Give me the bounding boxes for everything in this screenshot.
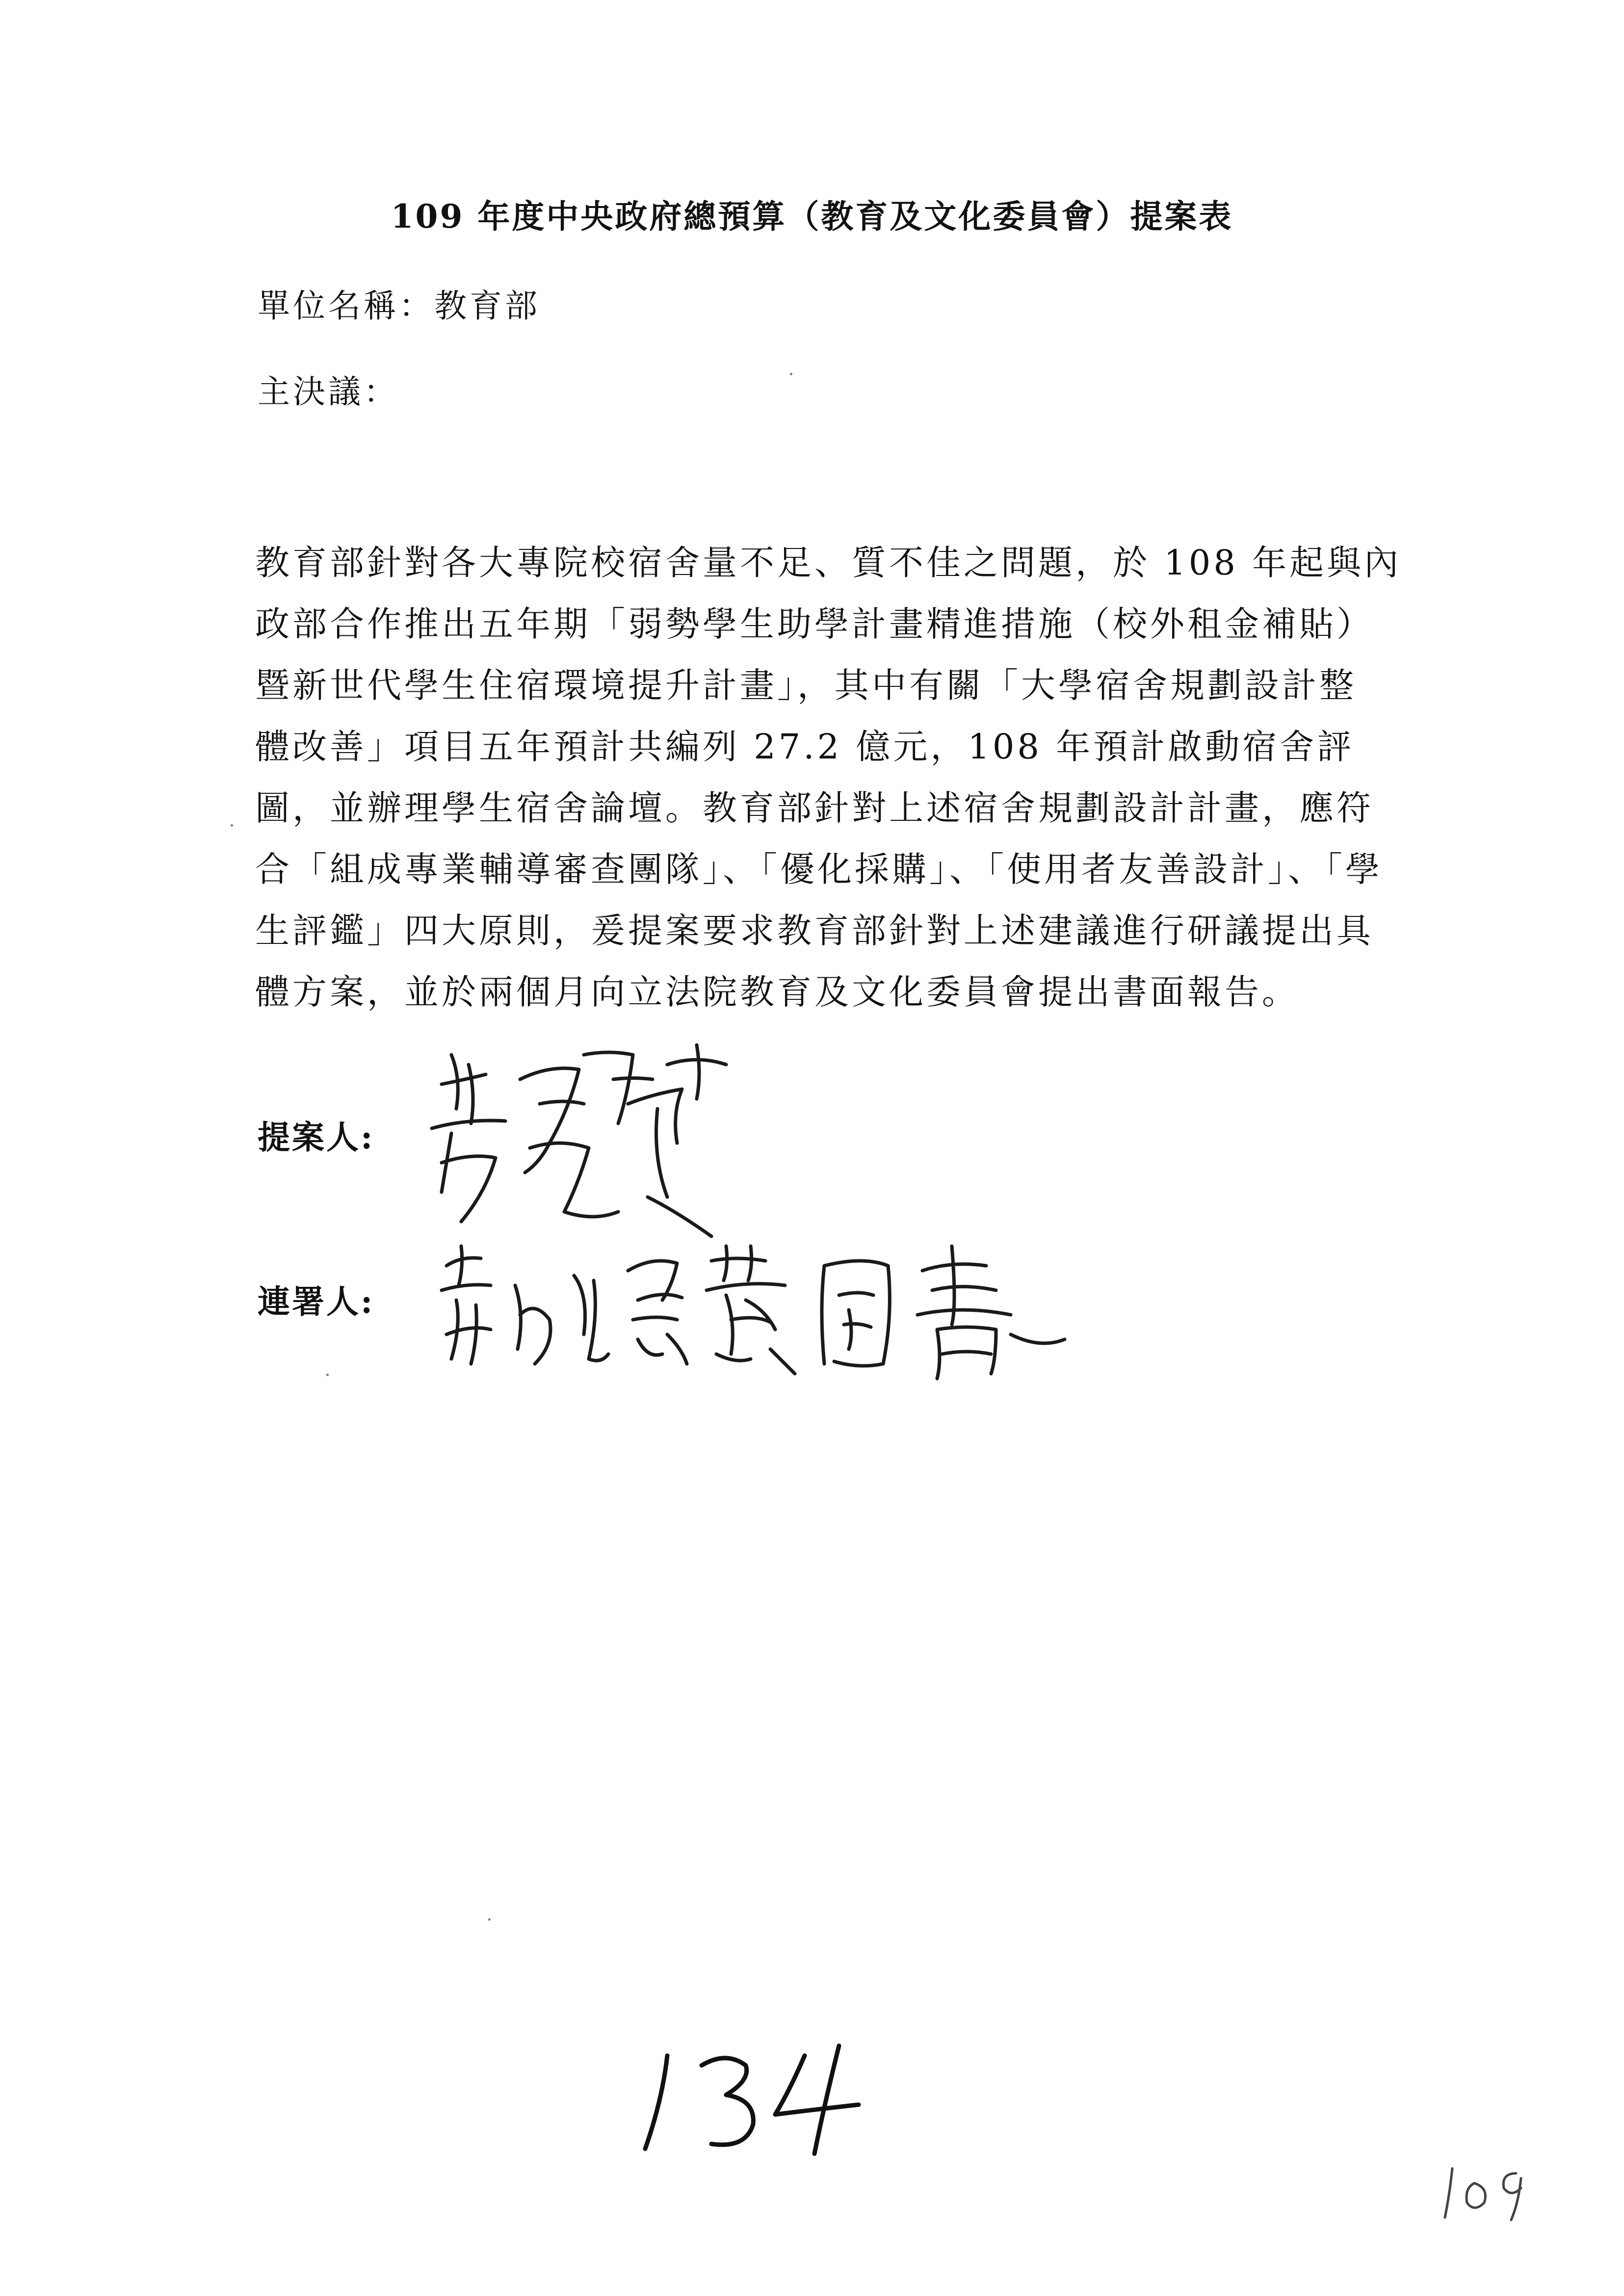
- body-line: 暨新世代學生住宿環境提升計畫」，其中有關「大學宿舍規劃設計整: [255, 665, 1357, 705]
- cosigner-signature: [432, 1236, 1079, 1383]
- scan-speck: [790, 373, 792, 375]
- body-line: 政部合作推出五年期「弱勢學生助學計畫精進措施（校外租金補貼）: [255, 604, 1374, 644]
- body-line: 體改善」項目五年預計共編列 27.2 億元，108 年預計啟動宿舍評: [255, 727, 1355, 767]
- proposal-body: [255, 532, 1433, 1023]
- body-line: 體方案，並於兩個月向立法院教育及文化委員會提出書面報告。: [255, 972, 1299, 1012]
- page-number-mark: [628, 2036, 893, 2159]
- unit-name: 單位名稱：教育部: [258, 287, 540, 325]
- body-line: 圖，並辦理學生宿舍論壇。教育部針對上述宿舍規劃設計計畫，應符: [255, 788, 1374, 828]
- body-line: 合「組成專業輔導審查團隊」、「優化採購」、「使用者友善設計」、「學: [255, 849, 1383, 889]
- scan-speck: [326, 1374, 329, 1376]
- cosigner-label: 連署人:: [258, 1282, 375, 1321]
- proposer-signature: [422, 1035, 746, 1246]
- scan-speck: [231, 824, 233, 827]
- body-line: 教育部針對各大專院校宿舍量不足、質不佳之問題，於 108 年起與內: [255, 543, 1402, 583]
- scan-speck: [488, 1918, 491, 1921]
- main-decision-label: 主決議：: [258, 373, 399, 411]
- corner-number-mark: [1438, 2159, 1536, 2222]
- document-title: 109 年度中央政府總預算（教育及文化委員會）提案表: [391, 197, 1233, 235]
- proposer-label: 提案人:: [258, 1118, 375, 1156]
- body-line: 生評鑑」四大原則，爰提案要求教育部針對上述建議進行研議提出具: [255, 911, 1374, 951]
